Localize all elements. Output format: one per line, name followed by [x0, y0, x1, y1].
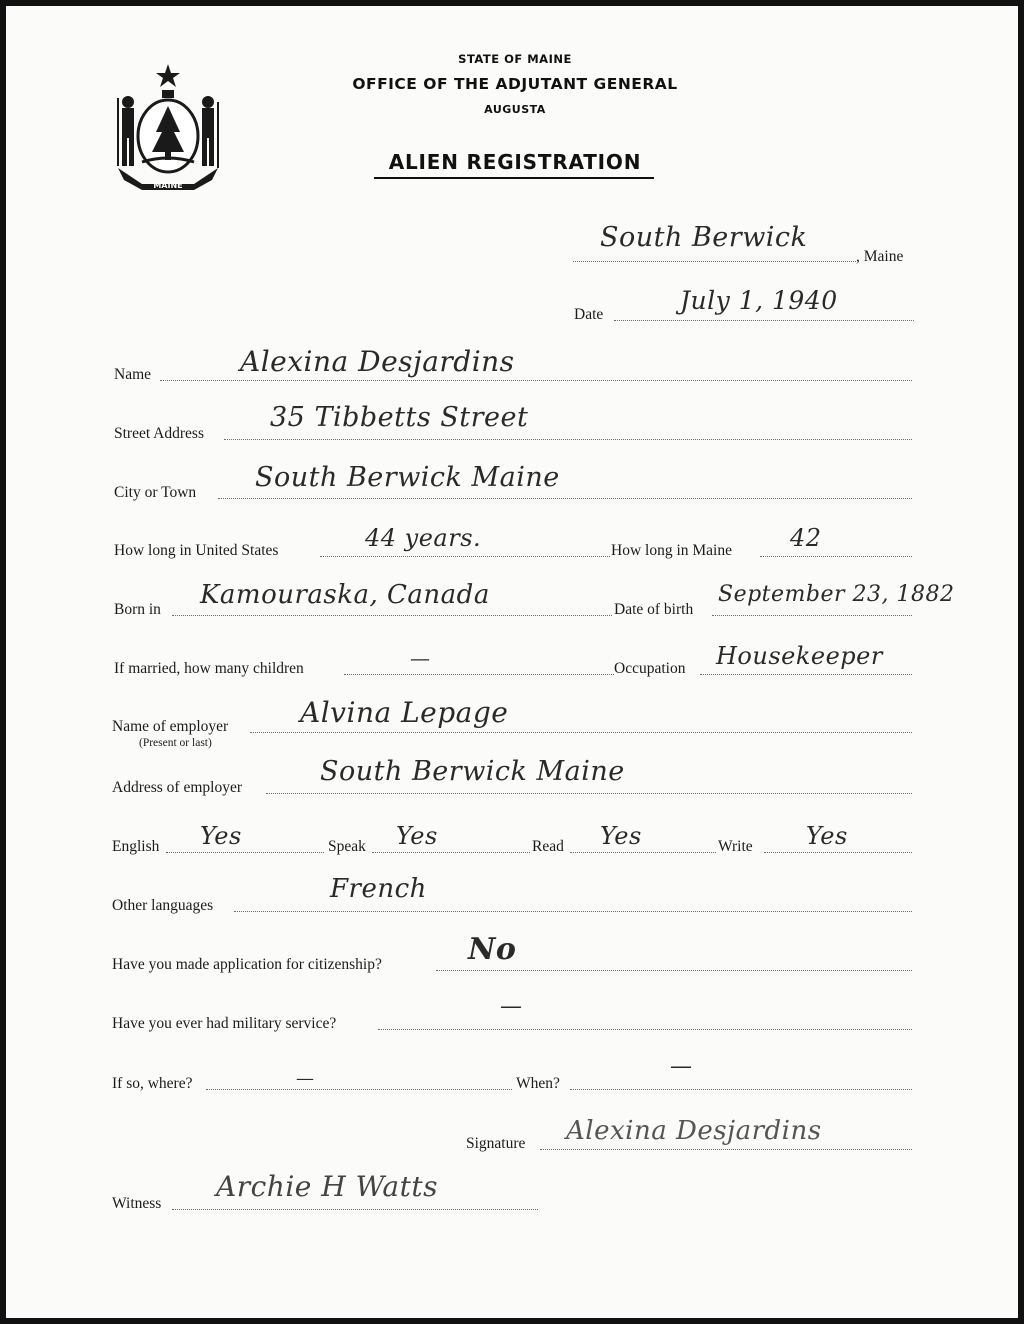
born-value[interactable]: Kamouraska, Canada [200, 580, 490, 610]
maine-state-seal-icon [112, 62, 224, 192]
date-label: Date [574, 306, 604, 323]
write-line [764, 852, 912, 853]
other-languages-label: Other languages [112, 897, 214, 914]
street-line [224, 439, 912, 440]
dob-line [712, 615, 912, 616]
seal-banner-text: MAINE [153, 181, 183, 190]
witness-label: Witness [112, 1195, 162, 1212]
citizenship-line [436, 970, 912, 971]
witness-line [172, 1209, 538, 1210]
city-line [218, 498, 912, 499]
citizenship-label: Have you made application for citizenship? [112, 956, 382, 973]
maine-duration-line [760, 556, 912, 557]
where-line [206, 1089, 512, 1090]
street-value[interactable]: 35 Tibbetts Street [270, 402, 529, 433]
location-value[interactable]: South Berwick [600, 222, 808, 253]
us-duration-value[interactable]: 44 years. [365, 524, 482, 552]
citizenship-value[interactable]: No [468, 932, 517, 967]
signature-line [540, 1149, 912, 1150]
born-label: Born in [114, 601, 161, 618]
when-label: When? [516, 1075, 560, 1092]
maine-duration-label: How long in Maine [611, 542, 732, 559]
english-value[interactable]: Yes [200, 822, 242, 850]
military-line [378, 1029, 912, 1030]
dob-value[interactable]: September 23, 1882 [718, 582, 955, 607]
city-label: City or Town [114, 484, 197, 501]
us-duration-label: How long in United States [114, 542, 279, 559]
employer-label: Name of employer [112, 718, 229, 735]
children-line [344, 674, 614, 675]
name-line [160, 380, 912, 381]
when-line [570, 1089, 912, 1090]
other-languages-line [234, 911, 912, 912]
born-line [172, 615, 612, 616]
speak-line [372, 852, 530, 853]
read-line [570, 852, 716, 853]
header-city: AUGUSTA [484, 103, 546, 116]
employer-sublabel: (Present or last) [139, 737, 212, 749]
write-value[interactable]: Yes [806, 822, 848, 850]
maine-duration-value[interactable]: 42 [790, 524, 822, 552]
occupation-line [700, 674, 912, 675]
occupation-value[interactable]: Housekeeper [716, 642, 883, 670]
children-value[interactable]: — [410, 646, 431, 670]
date-line [614, 320, 914, 321]
form-title: ALIEN REGISTRATION [388, 150, 642, 174]
name-label: Name [114, 366, 152, 383]
military-value[interactable]: — [500, 994, 523, 1019]
english-line [166, 852, 324, 853]
signature-label: Signature [466, 1135, 526, 1152]
date-value[interactable]: July 1, 1940 [680, 286, 838, 315]
speak-label: Speak [328, 838, 366, 855]
employer-address-label: Address of employer [112, 779, 242, 796]
children-label: If married, how many children [114, 660, 304, 677]
employer-address-value[interactable]: South Berwick Maine [320, 756, 625, 787]
employer-line [250, 732, 912, 733]
read-label: Read [532, 838, 564, 855]
location-line [573, 261, 856, 262]
city-value[interactable]: South Berwick Maine [255, 462, 560, 493]
other-languages-value[interactable]: French [330, 874, 427, 904]
military-label: Have you ever had military service? [112, 1015, 337, 1032]
english-label: English [112, 838, 160, 855]
write-label: Write [718, 838, 753, 855]
where-value[interactable]: — [296, 1068, 315, 1089]
header-state: STATE OF MAINE [458, 52, 572, 66]
when-value[interactable]: — [670, 1054, 693, 1079]
street-label: Street Address [114, 425, 204, 442]
dob-label: Date of birth [614, 601, 694, 618]
employer-address-line [266, 793, 912, 794]
title-underline [374, 177, 654, 179]
read-value[interactable]: Yes [600, 822, 642, 850]
employer-value[interactable]: Alvina Lepage [300, 696, 509, 729]
speak-value[interactable]: Yes [396, 822, 438, 850]
witness-value[interactable]: Archie H Watts [216, 1170, 438, 1203]
name-value[interactable]: Alexina Desjardins [240, 345, 515, 378]
signature-value[interactable]: Alexina Desjardins [566, 1116, 822, 1146]
us-duration-line [320, 556, 610, 557]
location-suffix: , Maine [856, 248, 904, 265]
occupation-label: Occupation [614, 660, 686, 677]
header-office: OFFICE OF THE ADJUTANT GENERAL [352, 75, 678, 93]
where-label: If so, where? [112, 1075, 193, 1092]
